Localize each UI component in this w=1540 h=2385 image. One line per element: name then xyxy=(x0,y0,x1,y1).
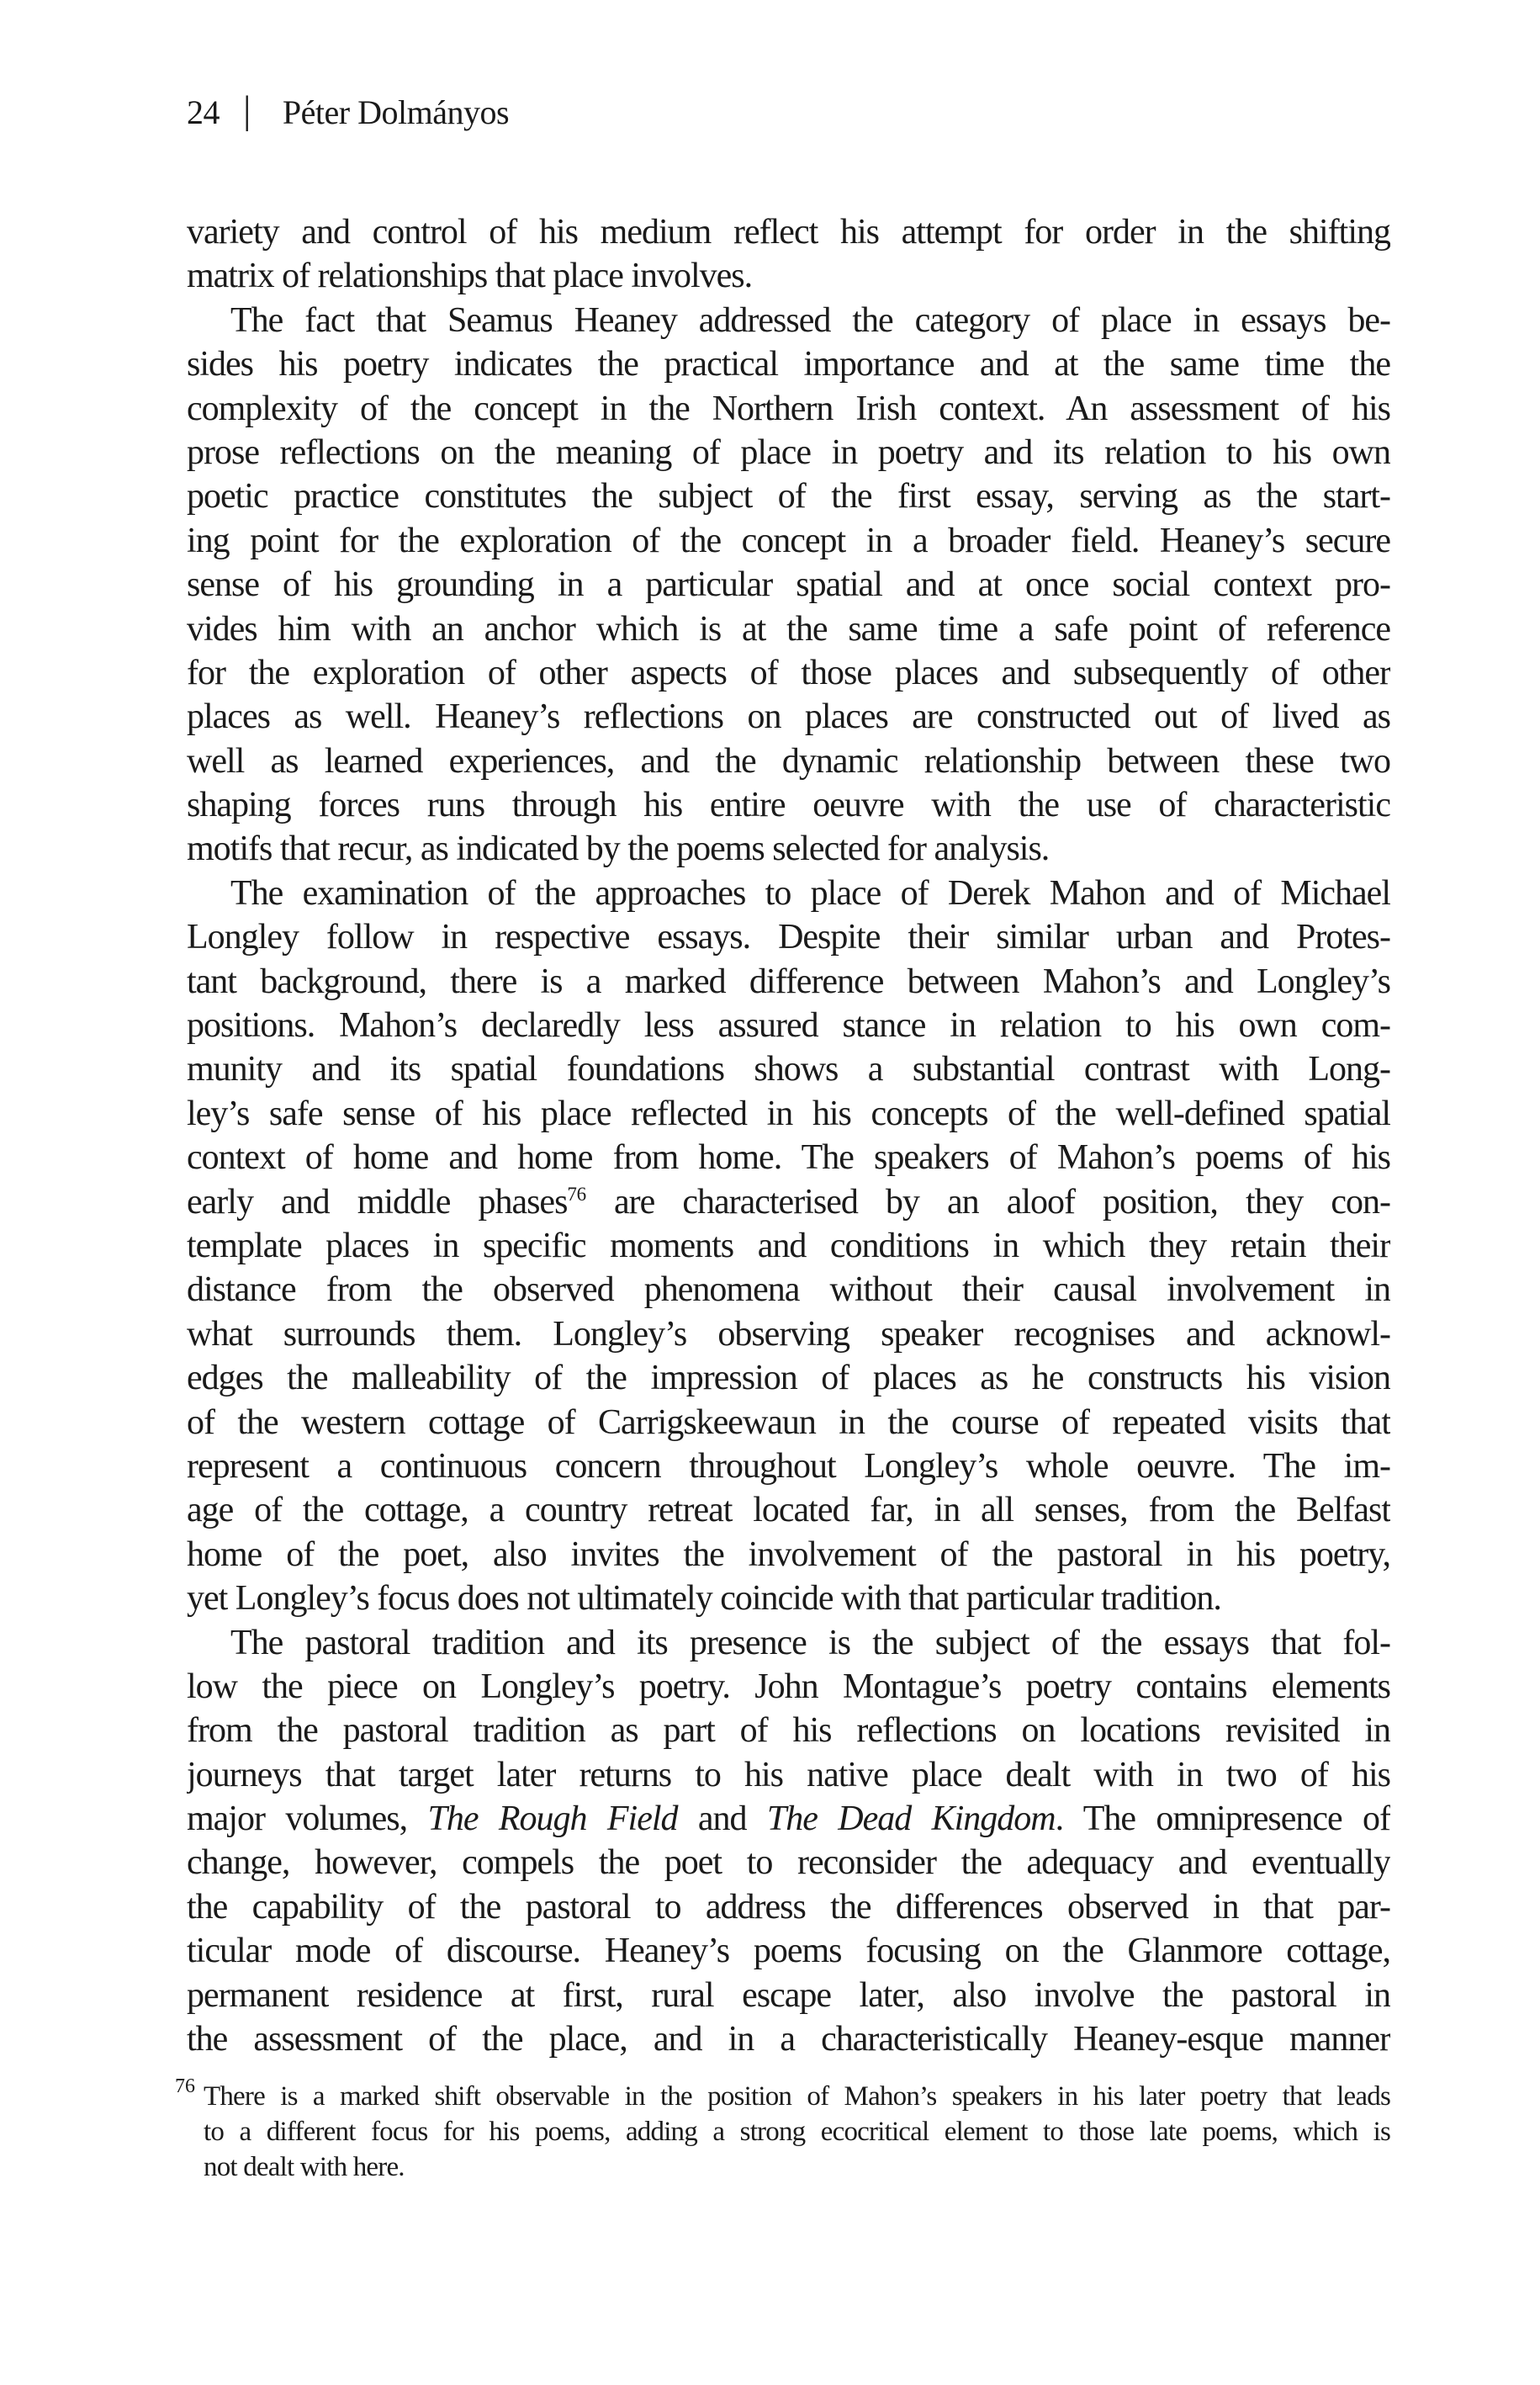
text-run: sides his poetry indicates the practical importance and at the same time the xyxy=(187,345,1390,384)
paragraph xyxy=(187,210,1390,299)
text-line xyxy=(187,431,1390,474)
page-header xyxy=(187,88,1390,133)
text-run: represent a continuous concern throughout Longley’s whole oeuvre. The im- xyxy=(187,1446,1390,1486)
body-text xyxy=(187,210,1390,2061)
text-run: context of home and home from home. The speakers of Mahon’s poems of his xyxy=(187,1138,1390,1178)
text-line xyxy=(187,1444,1390,1488)
text-line xyxy=(187,1753,1390,1797)
text-line xyxy=(187,1841,1390,1884)
text-run: Longley follow in respective essays. Despite their similar urban and Protes- xyxy=(187,918,1390,957)
text-line xyxy=(187,607,1390,651)
text-run: variety and control of his medium reflect his attempt for order in the shifting xyxy=(187,213,1390,252)
text-run: ley’s safe sense of his place reflected in his concepts of the well-defined spatial xyxy=(187,1094,1390,1133)
text-run: . The omnipresence of xyxy=(1055,1799,1390,1839)
text-run: for the exploration of other aspects of those places and subsequently of other xyxy=(187,653,1390,692)
text-line xyxy=(187,1004,1390,1047)
text-run: complexity of the concept in the Northern Irish context. An assessment of his xyxy=(187,389,1390,428)
text-line xyxy=(187,563,1390,607)
text-line xyxy=(187,783,1390,827)
text-line xyxy=(187,1797,1390,1841)
text-run: matrix of relationships that place involves. xyxy=(187,257,753,296)
text-line xyxy=(187,1929,1390,1973)
text-run: well as learned experiences, and the dynamic relationship between these two xyxy=(187,741,1390,781)
text-run: prose reflections on the meaning of place in poetry and its relation to his own xyxy=(187,432,1390,472)
text-run: motifs that recur, as indicated by the poems selected for analysis. xyxy=(187,829,1050,869)
text-run: shaping forces runs through his entire oeuvre with the use of characteristic xyxy=(187,786,1390,825)
text-run: journeys that target later returns to his native place dealt with in two of his xyxy=(187,1755,1390,1794)
text-run: and xyxy=(677,1799,767,1839)
text-run: The examination of the approaches to place of Derek Mahon and of Michael xyxy=(230,873,1390,913)
text-line xyxy=(187,387,1390,431)
text-line xyxy=(187,519,1390,563)
text-run: of the western cottage of Carrigskeewaun in the course of repeated visits that xyxy=(187,1402,1390,1442)
text-run: to a different focus for his poems, adding a strong ecocritical element to those late poems, which is xyxy=(204,2117,1390,2148)
text-run: the assessment of the place, and in a characteristically Heaney-esque manner xyxy=(187,2020,1390,2059)
text-line xyxy=(187,1047,1390,1091)
text-line xyxy=(187,872,1390,915)
text-line xyxy=(187,1356,1390,1400)
text-line xyxy=(187,299,1390,342)
text-line xyxy=(187,1885,1390,1929)
text-line xyxy=(187,474,1390,518)
footnote-ref: 76 xyxy=(567,1182,586,1205)
text-line xyxy=(187,210,1390,254)
text-run: poetic practice constitutes the subject of the first essay, serving as the start- xyxy=(187,477,1390,517)
text-line xyxy=(187,1224,1390,1268)
text-line xyxy=(187,1401,1390,1444)
text-run: vides him with an anchor which is at the same time a safe point of reference xyxy=(187,609,1390,649)
text-line xyxy=(187,1268,1390,1312)
text-line xyxy=(187,1621,1390,1665)
text-line xyxy=(187,915,1390,959)
text-run: major volumes, xyxy=(187,1799,428,1839)
text-line xyxy=(204,2114,1390,2149)
text-line xyxy=(187,1577,1390,1620)
text-run: age of the cottage, a country retreat located far, in all senses, from the Belfast xyxy=(187,1491,1390,1530)
text-run: early and middle phases xyxy=(187,1182,568,1222)
text-run: There is a marked shift observable in the position of Mahon’s speakers in his later poetry that leads xyxy=(204,2081,1390,2112)
text-run: are characterised by an aloof position, they con- xyxy=(585,1182,1390,1222)
text-run: low the piece on Longley’s poetry. John Montague’s poetry contains elements xyxy=(187,1667,1390,1706)
text-line xyxy=(187,1665,1390,1709)
text-run: ing point for the exploration of the concept in a broader field. Heaney’s secure xyxy=(187,521,1390,560)
footnote-marker: 76 xyxy=(175,2075,195,2098)
text-line xyxy=(187,1180,1390,1224)
text-line xyxy=(187,1092,1390,1136)
text-line xyxy=(204,2079,1390,2114)
text-line xyxy=(187,960,1390,1004)
text-line xyxy=(187,1488,1390,1532)
text-run: not dealt with here. xyxy=(204,2152,405,2183)
text-run: ticular mode of discourse. Heaney’s poems focusing on the Glanmore cottage, xyxy=(187,1932,1390,1971)
text-run: permanent residence at first, rural escape later, also involve the pastoral in xyxy=(187,1975,1390,2015)
text-run: template places in specific moments and conditions in which they retain their xyxy=(187,1226,1390,1265)
paragraph xyxy=(187,299,1390,872)
text-run: yet Longley’s focus does not ultimately coincide with that particular tradition. xyxy=(187,1579,1221,1619)
text-line xyxy=(187,254,1390,298)
text-line xyxy=(187,1533,1390,1577)
text-run: places as well. Heaney’s reflections on places are constructed out of lived as xyxy=(187,697,1390,737)
text-line xyxy=(187,827,1390,871)
paragraph xyxy=(187,1621,1390,2062)
text-line xyxy=(187,2017,1390,2061)
text-run: tant background, there is a marked difference between Mahon’s and Longley’s xyxy=(187,962,1390,1001)
text-line xyxy=(187,695,1390,739)
text-run: The pastoral tradition and its presence is the subject of the essays that fol- xyxy=(230,1623,1390,1662)
paragraph xyxy=(187,872,1390,1621)
header-separator-bar: | xyxy=(243,88,251,132)
text-run: distance from the observed phenomena without their causal involvement in xyxy=(187,1270,1390,1310)
text-run: The fact that Seamus Heaney addressed the category of place in essays be- xyxy=(230,300,1390,340)
author-name: Péter Dolmányos xyxy=(282,93,510,131)
text-run: the capability of the pastoral to address the differences observed in that par- xyxy=(187,1887,1390,1927)
text-line xyxy=(204,2149,1390,2185)
text-run: edges the malleability of the impression of places as he constructs his vision xyxy=(187,1359,1390,1398)
page-number: 24 xyxy=(187,93,220,131)
footnote xyxy=(175,2075,1390,2185)
text-run: from the pastoral tradition as part of his reflections on locations revisited in xyxy=(187,1711,1390,1751)
text-run: positions. Mahon’s declaredly less assured stance in relation to his own com- xyxy=(187,1006,1390,1046)
footnote-text xyxy=(204,2079,1390,2185)
text-run: home of the poet, also invites the involvement of the pastoral in his poetry, xyxy=(187,1534,1390,1574)
text-run: sense of his grounding in a particular spatial and at once social context pro- xyxy=(187,565,1390,605)
text-line xyxy=(187,1312,1390,1356)
text-line xyxy=(187,1709,1390,1752)
text-line xyxy=(187,342,1390,386)
text-line xyxy=(187,651,1390,695)
text-run: what surrounds them. Longley’s observing speaker recognises and acknowl- xyxy=(187,1314,1390,1354)
text-line xyxy=(187,1974,1390,2017)
italic-title: The Dead Kingdom xyxy=(766,1799,1056,1839)
italic-title: The Rough Field xyxy=(427,1799,678,1839)
text-line xyxy=(187,1136,1390,1179)
text-run: change, however, compels the poet to reconsider the adequacy and eventually xyxy=(187,1843,1390,1883)
text-run: munity and its spatial foundations shows a substantial contrast with Long- xyxy=(187,1050,1390,1089)
text-line xyxy=(187,739,1390,783)
